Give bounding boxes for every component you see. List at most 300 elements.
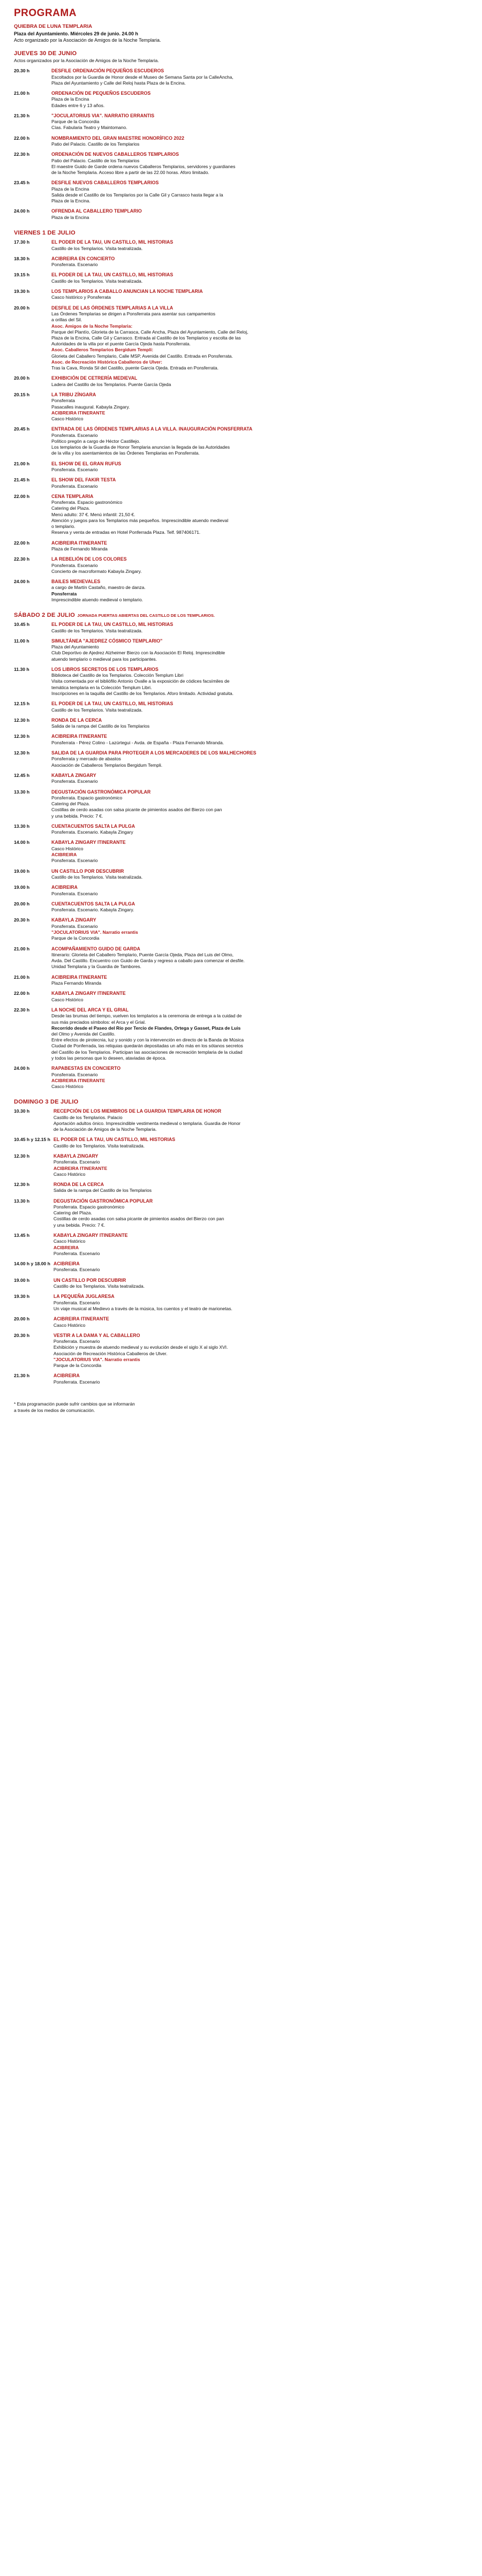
event-time: 19.00 h [14,868,30,874]
event-time: 22.30 h [14,152,30,157]
event-title: EXHIBICIÓN DE CETRERÍA MEDIEVAL [51,375,138,381]
event-details [51,577,468,605]
event-row [14,1230,468,1259]
event-line: de la villa y los asentamientos de las Órdenes Templarias en Ponsferrata. [51,450,200,456]
event-title: ORDENACIÓN DE NUEVOS CABALLEROS TEMPLARIOS [51,152,179,157]
event-time: 13.30 h [14,823,30,829]
event-time: 21.30 h [14,112,30,118]
event-line: Castillo de los Templarios. Visita teatralizada. [51,707,143,713]
event-row [14,66,468,88]
event-line: Inscripciones en la taquilla del Castillo de los Templarios. Aforo limitado. Actividad gratuita. [51,690,234,696]
event-line: Cías. Fabularia Teatro y Maintomano. [51,125,127,131]
event-details [51,899,468,916]
event-line: Ponsferrata. Escenario [51,858,98,864]
event-line: temática templaria en la Colección Templum Libri. [51,684,152,690]
event-line: Ponsferrata. Escenario [53,1300,100,1305]
event-details [51,390,468,424]
event-line: Ponsferrata. Escenario [53,1159,100,1165]
event-row [14,178,468,206]
event-line: Castillo de los Templarios. Visita teatralizada. [51,278,143,284]
event-time: 10.45 h y 12.15 h [14,1137,50,1143]
event-line: Costillas de cerdo asadas con salsa picante de pimientos asados del Bierzo con pan [51,807,222,813]
event-details [51,699,468,715]
event-line: Ponsferrata. Escenario [53,1379,100,1385]
day-schedule-table [14,66,468,223]
event-title: KABAYLA ZINGARY ITINERANTE [51,840,126,845]
event-line: Entre efectos de pirotecnia, luz y sonido y con la intervención en directo de la Banda de Música [51,1037,244,1043]
event-line: "JOCULATORIUS VIA". Narratio errantis [51,930,138,935]
event-line: Casco Histórico [53,1171,86,1177]
event-row [14,636,468,664]
event-title: ENTRADA DE LAS ÓRDENES TEMPLARIAS A LA VILLA. INAUGURACIÓN PONSFERRATA [51,426,253,432]
event-line: Parque de la Concordia [53,1363,102,1369]
event-time: 24.00 h [14,208,30,214]
event-time: 10.45 h [14,622,30,628]
event-row [14,206,468,223]
day-name: DOMINGO 3 DE JULIO [14,1099,79,1106]
event-time: 22.00 h [14,493,30,499]
event-details [51,66,468,88]
event-time: 20.00 h [14,1316,30,1322]
event-title: BAILES MEDIEVALES [51,579,101,585]
event-line: Casco Histórico [51,996,84,1002]
event-time: 13.45 h [14,1232,30,1238]
event-row [14,237,468,254]
event-time: 18.30 h [14,255,30,261]
event-details [51,1063,468,1092]
day-schedule-table [14,620,468,1092]
event-time: 20.45 h [14,426,30,432]
event-line: Catering del Plaza. [51,801,90,807]
event-details [51,620,468,636]
event-details [51,178,468,206]
event-line: Concierto de macroformato Kabayla Zingary. [51,568,142,574]
event-details [54,1135,468,1151]
event-details [54,1291,468,1314]
event-line: Ponsferrata. Escenario [53,1250,100,1256]
event-line: Parque de la Concordia [51,119,100,125]
event-title: LA NOCHE DEL ARCA Y EL GRIAL [51,1007,129,1013]
day-name: SÁBADO 2 DE JULIO [14,612,76,619]
intro-block [14,24,468,43]
event-row [14,254,468,270]
event-row [14,972,468,989]
event-row [14,1259,468,1275]
event-line: Asoc. Caballeros Templarios Bergidum Templi: [51,347,154,353]
event-line: Salida de la rampa del Castillo de los Templarios [51,723,150,729]
event-details [51,111,468,133]
event-line: Exhibición y muestra de atuendo medieval y su evolución desde el siglo X al siglo XVI. [53,1344,228,1350]
event-line: Ciudad de Ponferrada, las reliquias quedarán depositadas un año más en los sótanos secretos [51,1043,243,1049]
event-row [14,837,468,866]
intro-line-2: Acto organizado por la Asociación de Amigos de la Noche Templaria. [14,37,161,43]
event-title: UN CASTILLO POR DESCUBRIR [53,1277,126,1283]
event-row [14,1106,468,1135]
event-title: EL PODER DE LA TAU, UN CASTILLO, MIL HISTORIAS [51,701,174,707]
event-title: NOMBRAMIENTO DEL GRAN MAESTRE HONORÍFICO 2022 [51,135,184,141]
event-line: Catering del Plaza. [53,1210,92,1216]
event-line: Castillo de los Templarios. Palacio [53,1114,123,1120]
event-details [51,149,468,178]
event-line: Ponsferrata. Escenario [51,890,98,896]
event-time: 12.15 h [14,701,30,707]
event-line: Ponsferrata. Escenario [53,1339,100,1344]
event-row [14,149,468,178]
event-title: SALIDA DE LA GUARDIA PARA PROTEGER A LOS MERCADERES DE LOS MALHECHORES [51,750,257,756]
event-line: a cargo de Martín Castaño, maestro de danza. [51,585,146,591]
event-line: Ponsferrata [51,398,75,404]
event-title: LA PEQUEÑA JUGLARESA [53,1294,115,1300]
day-schedule-table [14,237,468,605]
footer-line-1: * Esta programación puede sufrir cambios que se informarán [14,1401,135,1407]
event-row [14,133,468,150]
event-details [51,866,468,883]
event-line: Parque de la Concordia [51,935,100,941]
event-row [14,787,468,821]
event-line: Casco Histórico [51,845,84,851]
event-line: Recorrido desde el Paseo del Río por Tercio de Flandes, Ortega y Gasset, Plaza de Luis [51,1025,241,1031]
event-line: ACIBREIRA ITINERANTE [51,1077,106,1083]
event-time: 20.00 h [14,375,30,381]
event-time: 13.30 h [14,1198,30,1204]
event-details [54,1275,468,1292]
event-title: ACIBREIRA ITINERANTE [51,540,107,546]
event-line: Castillo de los Templarios. Visita teatralizada. [53,1283,145,1289]
event-title: EL SHOW DEL FAKIR TESTA [51,477,116,483]
event-title: EL PODER DE LA TAU, UN CASTILLO, MIL HISTORIAS [51,622,174,628]
day-name: VIERNES 1 DE JULIO [14,230,76,237]
event-title: "JOCULATORIUS VIA". NARRATIO ERRANTIS [51,112,155,118]
event-line: Edades entre 6 y 13 años. [51,102,105,108]
event-title: ACIBREIRA [53,1260,80,1266]
event-time: 24.00 h [14,1066,30,1071]
event-line: Ponsferrata. Escenario [51,262,98,268]
event-line: Atención y juegos para los Templarios más pequeños. Imprescindible atuendo medieval [51,517,229,523]
event-title: RONDA DE LA CERCA [51,717,102,723]
event-line: Reserva y venta de entradas en Hotel Ponferrada Plaza. Telf. 987406171. [51,530,201,535]
event-row [14,1151,468,1180]
event-line: Casco Histórico [53,1238,86,1244]
event-line: Club Deportivo de Ajedrez Alzheimer Bierzo con la Asociación El Reloj. Imprescindible [51,650,225,656]
event-details [51,424,468,458]
event-details [51,254,468,270]
event-details [54,1106,468,1135]
event-title: RAPABESTAS EN CONCIERTO [51,1066,121,1071]
event-line: Patio del Palacio. Castillo de los Templarios [51,141,140,147]
event-line: Tras la Cava, Ronda Sil del Castillo, puente García Ojeda. Entrada en Ponsferrata. [51,365,219,371]
event-details [51,206,468,223]
event-row [14,988,468,1005]
event-line: Casco Histórico [53,1322,86,1328]
event-row [14,1196,468,1230]
event-line: Autoridades de la villa por el puente García Ojeda hasta Ponsferrata. [51,341,191,347]
event-title: EL PODER DE LA TAU, UN CASTILLO, MIL HISTORIAS [53,1137,176,1143]
event-line: ACIBREIRA ITINERANTE [53,1165,108,1171]
event-line: ACIBREIRA [51,852,77,858]
event-details [51,944,468,972]
event-line: atuendo templario o medieval para los participantes. [51,656,157,662]
event-line: sus más preciados símbolos: el Arca y el Grial. [51,1019,146,1025]
event-time: 20.30 h [14,68,30,74]
event-row [14,1371,468,1387]
event-time: 12.30 h [14,750,30,756]
event-row [14,554,468,577]
event-line: Costillas de cerdo asadas con salsa picante de pimientos asados del Bierzo con pan [53,1216,224,1222]
event-line: Plaza del Ayuntamiento y Calle del Reloj hasta Plaza de la Encina. [51,80,186,86]
event-line: Ladera del Castillo de los Templarios. Puente García Ojeda [51,381,171,387]
event-line: Político pregón a cargo de Héctor Castillejo. [51,438,140,444]
event-title: RONDA DE LA CERCA [53,1181,104,1187]
event-details [51,286,468,303]
event-details [51,373,468,390]
event-details [51,664,468,699]
event-line: de la Noche Templaria. Acceso libre a partir de las 22.00 horas. Aforo limitado. [51,170,209,176]
event-line: Ponsferrata. Escenario [51,779,98,784]
event-line: Casco histórico y Ponsferrata [51,294,111,300]
event-title: ACIBREIRA EN CONCIERTO [51,255,115,261]
event-row [14,1135,468,1151]
event-details [54,1151,468,1180]
event-row [14,538,468,555]
event-row [14,1291,468,1314]
day-heading [14,1099,468,1105]
event-details [54,1371,468,1387]
event-line: Unidad Templaria y la Guardia de Tambores. [51,964,141,970]
event-line: Asoc. de Recreación Histórica Caballeros de Ulver: [51,359,162,365]
day-heading [14,50,468,57]
event-line: Itinerario: Glorieta del Caballero Templario, Puente García Ojeda, Plaza del Luis del Olmo, [51,951,234,957]
event-details [51,303,468,374]
event-details [54,1230,468,1259]
event-details [51,748,468,770]
event-line: a orillas del Sil. [51,317,82,323]
footer-note [14,1401,468,1414]
event-time: 20.30 h [14,917,30,923]
event-row [14,1180,468,1196]
event-line: Ponsferrata. Escenario [51,466,98,472]
event-title: KABAYLA ZINGARY ITINERANTE [53,1232,128,1238]
event-details [54,1331,468,1371]
event-line: Castillo de los Templarios. Visita teatralizada. [51,874,143,880]
event-line: Plaza de la Encina [51,214,89,220]
event-line: Ponsferrata y mercado de abastos [51,756,121,762]
event-row [14,715,468,732]
event-title: KABAYLA ZINGARY ITINERANTE [51,991,126,996]
event-line: Imprescindible atuendo medieval o templario. [51,596,144,602]
event-line: Salida desde el Castillo de los Templarios por la Calle Gil y Carrasco hasta llegar a la [51,192,223,198]
event-line: Ponsferrata. Escenario [51,562,98,568]
event-line: Casco Histórico [51,416,84,421]
event-line: y una bebida. Precio: 7 €. [53,1222,106,1228]
event-line: Castillo de los Templarios. Visita teatralizada. [53,1143,145,1149]
event-row [14,303,468,374]
event-title: ORDENACIÓN DE PEQUEÑOS ESCUDEROS [51,90,151,96]
event-row [14,1063,468,1092]
event-time: 22.30 h [14,1007,30,1013]
event-details [51,133,468,150]
event-time: 20.00 h [14,901,30,906]
event-row [14,882,468,899]
event-details [54,1314,468,1331]
event-time: 22.00 h [14,135,30,141]
event-details [51,475,468,492]
event-title: OFRENDA AL CABALLERO TEMPLARIO [51,208,142,214]
event-details [51,1005,468,1063]
event-line: Ponsferrata. Espacio gastronómico [53,1204,125,1210]
footer-line-2: a través de los medios de comunicación. [14,1407,95,1413]
event-title: KABAYLA ZINGARY [51,772,96,778]
event-line: Ponsferrata. Escenario [51,432,98,438]
event-title: CUENTACUENTOS SALTA LA PULGA [51,901,135,906]
event-time: 22.00 h [14,991,30,996]
event-time: 19.15 h [14,272,30,278]
event-details [51,538,468,555]
event-title: LOS LIBROS SECRETOS DE LOS TEMPLARIOS [51,666,159,672]
event-line: Avda. Del Castillo. Encuentro con Guido de Garda y regreso a caballo para comenzar el desfile. [51,958,245,964]
event-row [14,111,468,133]
event-details [51,459,468,475]
event-time: 21.00 h [14,460,30,466]
event-details [54,1180,468,1196]
event-time: 10.30 h [14,1108,30,1114]
event-title: KABAYLA ZINGARY [51,917,96,923]
event-time: 12.30 h [14,734,30,739]
event-line: Asociación de Caballeros Templarios Bergidum Templi. [51,762,163,768]
event-line: Biblioteca del Castillo de los Templarios. Colección Templum Libri [51,673,184,678]
event-line: ACIBREIRA ITINERANTE [51,410,106,416]
event-line: Plaza de la Encina, Calle Gil y Carrasco. Entrada al Castillo de los Templarios y escolta de las [51,335,241,341]
event-row [14,915,468,943]
event-line: Ponsferrata. Escenario. Kabayla Zingary. [51,907,134,913]
event-line: Plaza de la Encina. [51,198,91,204]
event-line: ACIBREIRA [53,1244,79,1250]
event-row [14,492,468,538]
page-title: PROGRAMA [14,7,77,19]
event-line: Las Órdenes Templarias se dirigen a Ponsferrata para asentar sus campamentos [51,311,216,317]
event-line: Ponsferrata. Espacio gastronómico [51,795,123,800]
event-line: Plaza del Ayuntamiento [51,644,99,650]
event-line: Plaza de Fernando Miranda [51,546,108,552]
event-time: 20.00 h [14,305,30,311]
event-line: del Castillo de los Templarios. Participan las asociaciones de recreación templaria de la ciudad [51,1049,243,1055]
event-time: 22.00 h [14,540,30,546]
day-note: Actos organizados por la Asociación de Amigos de la Noche Templaria. [14,58,159,64]
event-row [14,699,468,715]
event-time: 12.30 h [14,717,30,723]
event-title: LA TRIBU ZÍNGARA [51,391,96,397]
event-time: 20.15 h [14,391,30,397]
event-line: Asoc. Amigos de la Noche Templaria: [51,323,133,329]
event-row [14,1331,468,1371]
event-row [14,1275,468,1292]
event-time: 19.30 h [14,1294,30,1300]
event-line: Castillo de los Templarios. Visita teatralizada. [51,628,143,633]
event-line: El maestre Guido de Garde ordena nuevos Caballeros Templarios, servidores y guardianes [51,163,236,169]
event-details [51,882,468,899]
event-details [51,821,468,838]
event-line: Plaza Fernando Miranda [51,980,102,986]
event-line: Un viaje musical al Medievo a través de la música, los cuentos y el teatro de marionetas. [53,1305,232,1311]
event-title: ACIBREIRA ITINERANTE [51,734,107,739]
event-time: 21.45 h [14,477,30,483]
intro-heading: QUIEBRA DE LUNA TEMPLARIA [14,24,93,29]
event-details [51,731,468,748]
event-details [51,554,468,577]
event-line: Castillo de los Templarios. Visita teatralizada. [51,245,143,251]
event-line: Ponsferrata. Espacio gastronómico [51,500,123,505]
event-line: Salida de la rampa del Castillo de los Templarios [53,1188,152,1193]
event-details [54,1196,468,1230]
event-time: 21.00 h [14,946,30,951]
event-title: EL PODER DE LA TAU, UN CASTILLO, MIL HISTORIAS [51,239,174,245]
event-row [14,373,468,390]
event-line: Aportación adultos ónico. Imprescindible vestimenta medieval o templaria. Guardia de Honor [53,1120,240,1126]
event-time: 20.30 h [14,1332,30,1338]
event-line: Plaza de la Encina [51,96,89,102]
event-time: 19.30 h [14,289,30,294]
event-time: 14.00 h [14,840,30,845]
event-time: 21.30 h [14,1373,30,1379]
event-row [14,577,468,605]
event-details [51,915,468,943]
event-line: Asociación de Recreación Histórica Caballeros de Ulver. [53,1350,168,1356]
event-details [51,492,468,538]
event-line: Visita comentada por el bibliófilo Antonio Ovalle a la exposición de códices facsímiles de [51,678,230,684]
event-time: 11.00 h [14,638,29,644]
event-row [14,770,468,787]
event-title: DESFILE DE LAS ÓRDENES TEMPLARIAS A LA VILLA [51,305,174,311]
event-time: 12.30 h [14,1153,30,1159]
event-title: ACIBREIRA [51,885,78,890]
event-row [14,821,468,838]
event-row [14,731,468,748]
event-details [51,715,468,732]
event-time: 19.00 h [14,885,30,890]
event-row [14,944,468,972]
day-schedule-table [14,1106,468,1387]
days-container [14,50,468,1387]
event-row [14,899,468,916]
event-line: o templario. [51,524,76,530]
day-heading [14,612,468,618]
event-title: DESFILE ORDENACIÓN PEQUEÑOS ESCUDEROS [51,68,164,74]
event-row [14,748,468,770]
event-line: del Olmo y Avenida del Castillo. [51,1031,116,1037]
event-title: RECEPCIÓN DE LOS MIEMBROS DE LA GUARDIA TEMPLARIA DE HONOR [53,1108,222,1114]
event-time: 12.30 h [14,1181,30,1187]
event-row [14,286,468,303]
event-time: 17.30 h [14,239,30,245]
event-line: Glorieta del Caballero Templario, Calle MSP, Avenida del Castillo. Entrada en Ponsferrata. [51,353,233,359]
event-time: 21.00 h [14,90,30,96]
event-line: Desde las brumas del tiempo, vuelven los templarios a la ceremonia de entrega a la cuidad de [51,1013,242,1019]
event-time: 24.00 h [14,579,30,585]
event-row [14,866,468,883]
event-details [51,837,468,866]
event-line: y todos las personas que lo deseen, ataviadas de época. [51,1055,167,1061]
event-details [51,88,468,111]
event-title: UN CASTILLO POR DESCUBRIR [51,868,124,874]
event-line: Escoltados por la Guardia de Honor desde el Museo de Semana Santa por la CalleAncha, [51,74,234,80]
event-line: Ponsferrata. Escenario [53,1267,100,1273]
event-title: CUENTACUENTOS SALTA LA PULGA [51,823,135,829]
day-heading [14,230,468,236]
event-title: LOS TEMPLARIOS A CABALLO ANUNCIAN LA NOCHE TEMPLARIA [51,289,203,294]
event-line: y una bebida. Precio: 7 €. [51,813,103,819]
event-title: ACOMPAÑAMIENTO GUIDO DE GARDA [51,946,140,951]
event-line: Los templarios de la Guardia de Honor Templaria anuncian la llegada de las Autoridades [51,444,230,450]
event-title: EL SHOW DE EL GRAN RUFUS [51,460,122,466]
